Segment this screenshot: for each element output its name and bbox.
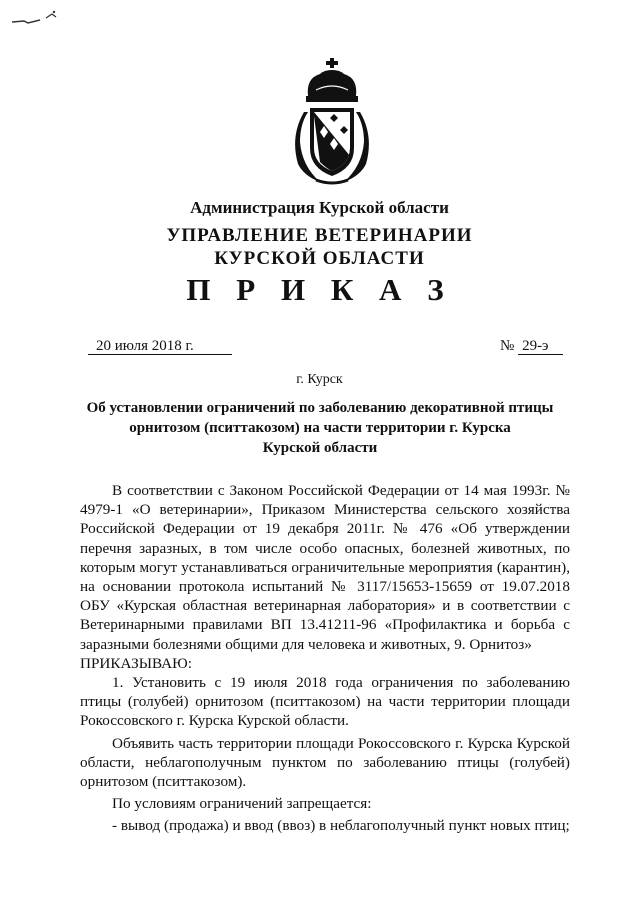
- department-title-line2: КУРСКОЙ ОБЛАСТИ: [214, 248, 425, 269]
- restrictions-intro: По условиям ограничений запрещается:: [112, 795, 372, 813]
- declare-paragraph: Объявить часть территории площади Рокоссовского г. Курска Курской области, неблагополучным пунктом по заболеванию птицы (голубей) орнитозом (пситтакозом).: [80, 734, 570, 791]
- administration-title: Администрация Курской области: [190, 198, 449, 217]
- order-number-prefix: №: [500, 338, 515, 354]
- subject-line1: Об установлении ограничений по заболеванию декоративной птицы: [86, 400, 554, 416]
- document-type-title: П Р И К А З: [186, 272, 453, 307]
- order-body: [80, 481, 570, 836]
- city-line: г. Курск: [296, 372, 343, 387]
- order-item-1: 1. Установить с 19 июля 2018 года ограничения по заболеванию птицы (голубей) орнитозом (пситтакозом) на части территории площади Рокоссовского г. Курска Курской области.: [80, 674, 570, 730]
- order-subject: [80, 398, 560, 458]
- subject-line3: Курской области: [262, 440, 378, 456]
- kursk-coat-of-arms-emblem: [286, 56, 378, 186]
- restriction-item-1: - вывод (продажа) и ввод (ввоз) в неблагополучный пункт новых птиц;: [112, 817, 570, 835]
- subject-line2: орнитозом (пситтакозом) на части территории г. Курска: [129, 420, 511, 436]
- department-title: [0, 224, 639, 270]
- order-date: 20 июля 2018 г.: [88, 338, 232, 355]
- scan-artifact-mark: [10, 8, 70, 28]
- order-number-value: 29-э: [518, 338, 562, 355]
- order-number: [500, 338, 563, 354]
- order-word: ПРИКАЗЫВАЮ:: [80, 654, 192, 672]
- preamble-paragraph: В соответствии с Законом Российской Федерации от 14 мая 1993г. № 4979-1 «О ветеринарии», Приказом Министерства сельского хозяйства Российской Федерации от 19 декабря 2011г. № 476 «Об утверждении перечня заразных, в том числе особо опасных, болезней животных, по которым могут устанавливаться ограничительные мероприятия (карантин), на основании протокола испытаний № 3117/15653-15659 от 19.07.2018 ОБУ «Курская областная ветеринарная лаборатория» и в соответствии с Ветеринарными правилами ВП 13.41211-96 «Профилактика и борьба с заразными болезнями общими для человека и животных, 9. Орнитоз»: [80, 482, 570, 653]
- department-title-line1: УПРАВЛЕНИЕ ВЕТЕРИНАРИИ: [166, 225, 473, 246]
